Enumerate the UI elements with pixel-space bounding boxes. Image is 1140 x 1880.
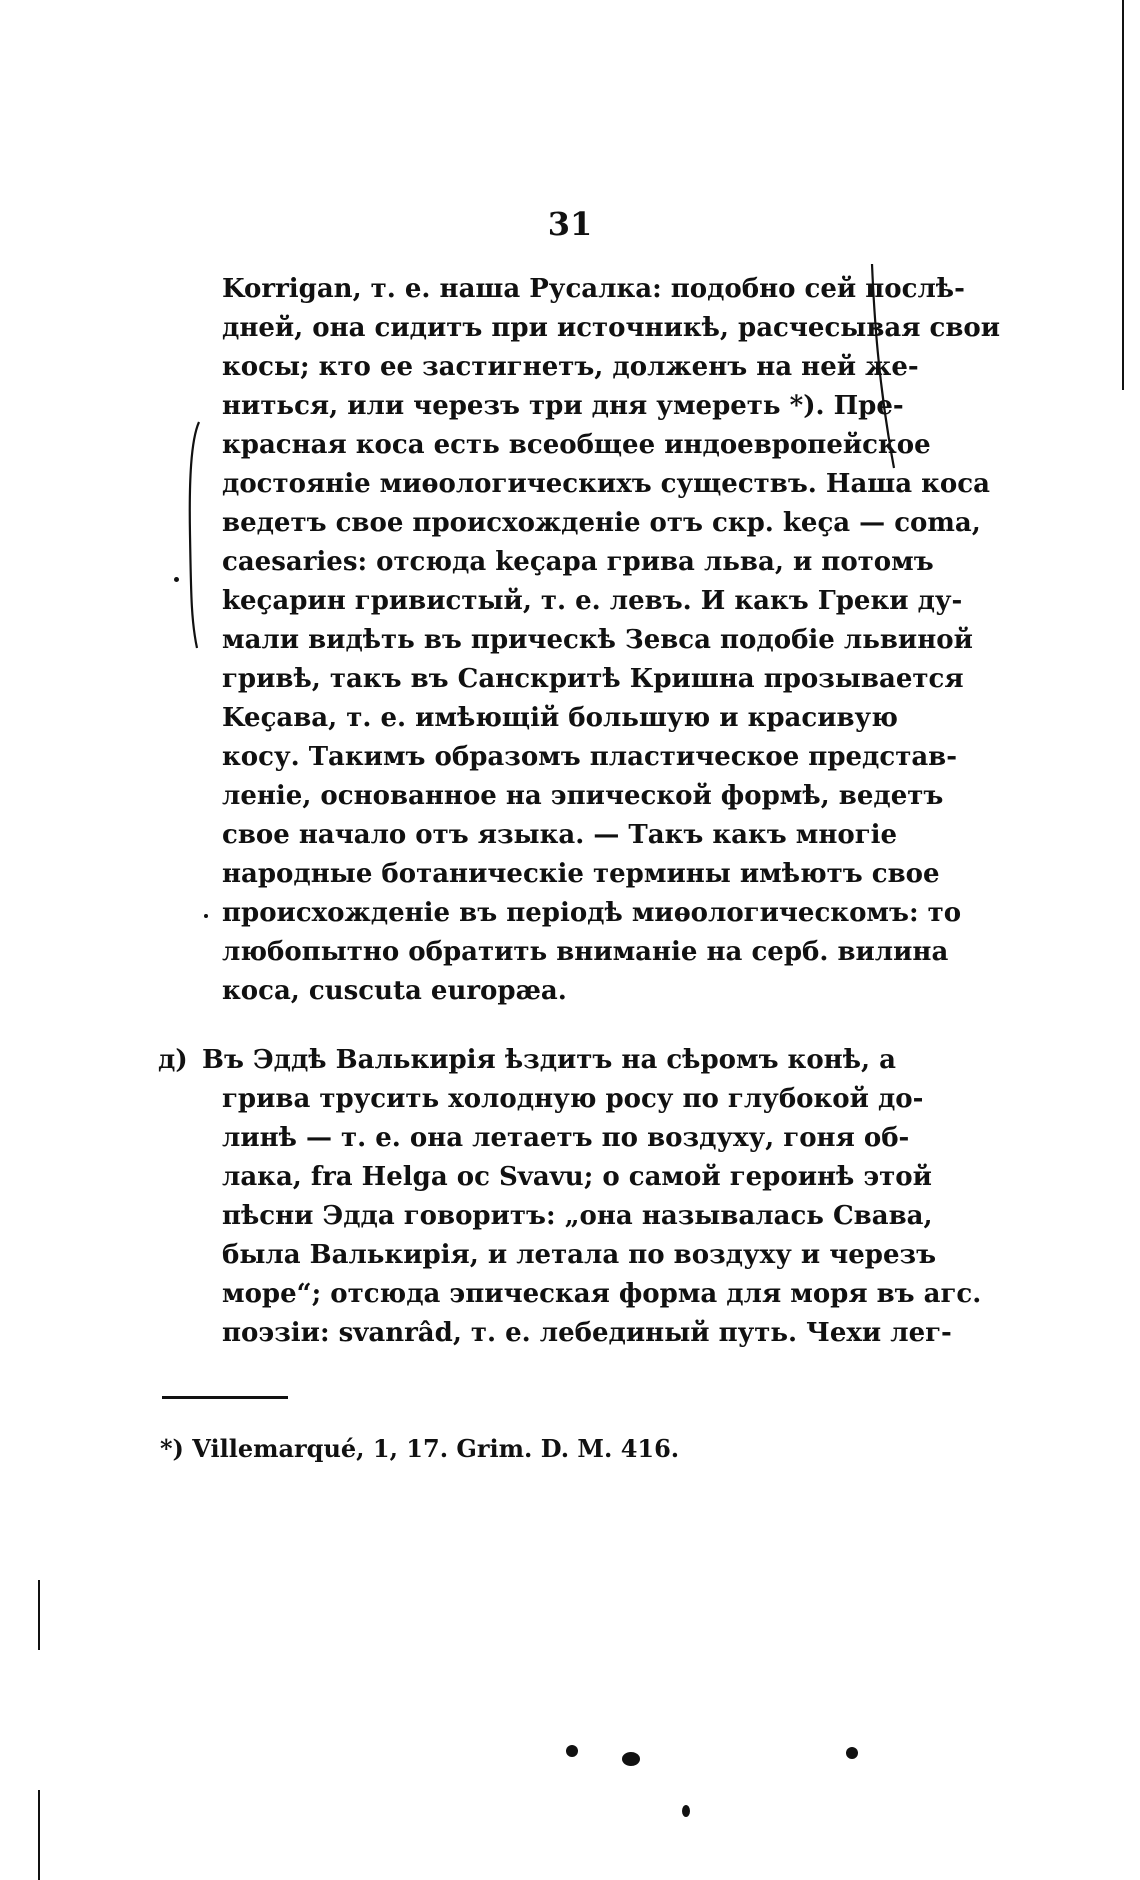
ink-speck xyxy=(174,577,179,582)
ink-speck xyxy=(682,1805,690,1817)
paragraph-line: ведетъ свое происхожденіе отъ скр. keçа — coma, xyxy=(222,508,981,538)
paragraph-line: косы; кто ее застигнетъ, долженъ на ней же- xyxy=(222,352,919,382)
item-d-label: д) xyxy=(158,1045,188,1075)
paragraph-line: достояніе миѳологическихъ существъ. Наша коса xyxy=(222,469,990,499)
paragraph-line: народные ботаническіе термины имѣютъ свое xyxy=(222,859,940,889)
paragraph-line: коса, cuscuta europæa. xyxy=(222,976,567,1006)
item-d-line: грива трусить холодную росу по глубокой до- xyxy=(222,1084,924,1114)
paragraph-line: свое начало отъ языка. — Такъ какъ многіе xyxy=(222,820,898,850)
ink-speck xyxy=(566,1745,578,1757)
paragraph-line: гривѣ, такъ въ Санскритѣ Кришна прозывается xyxy=(222,664,964,694)
paragraph-line: любопытно обратить вниманіе на серб. вилина xyxy=(222,937,949,967)
ink-speck xyxy=(846,1747,858,1759)
item-d-line: линѣ — т. е. она летаетъ по воздуху, гоня об- xyxy=(222,1123,910,1153)
item-d-line: поэзіи: svanrâd, т. е. лебединый путь. Чехи лег- xyxy=(222,1318,952,1348)
page-number: 31 xyxy=(547,205,593,243)
paragraph-line: ниться, или черезъ три дня умереть *). Пре- xyxy=(222,391,904,421)
item-d-line: море“; отсюда эпическая форма для моря въ агс. xyxy=(222,1279,982,1309)
item-d-line: была Валькирія, и летала по воздуху и черезъ xyxy=(222,1240,937,1270)
paragraph-line: мали видѣть въ прическѣ Зевса подобіе львиной xyxy=(222,625,973,655)
item-d-line: Въ Эддѣ Валькирія ѣздитъ на сѣромъ конѣ, а xyxy=(202,1045,896,1075)
item-d-line: пѣсни Эдда говоритъ: „она называлась Свава, xyxy=(222,1201,933,1231)
paragraph-line: keçарин гривистый, т. е. левъ. И какъ Греки ду- xyxy=(222,586,963,616)
paragraph-line: происхожденіе въ періодѣ миѳологическомъ: то xyxy=(222,898,962,928)
footnote: *) Villemarqué, 1, 17. Grim. D. M. 416. xyxy=(160,1434,680,1463)
paragraph-line: дней, она сидитъ при источникѣ, расчесывая свои xyxy=(222,313,1001,343)
margin-bracket-left xyxy=(185,420,205,650)
paragraph-line: Keçава, т. е. имѣющій большую и красивую xyxy=(222,703,898,733)
ink-speck xyxy=(622,1752,640,1766)
ink-speck xyxy=(204,914,208,918)
item-d-line: лака, fra Helga oc Svavu; о самой героинѣ этой xyxy=(222,1162,932,1192)
paragraph-line: косу. Такимъ образомъ пластическое представ- xyxy=(222,742,958,772)
footnote-separator xyxy=(162,1396,288,1399)
left-edge-mark xyxy=(36,1580,42,1880)
right-edge-line xyxy=(1122,0,1124,390)
paragraph-line: красная коса есть всеобщее индоевропейское xyxy=(222,430,931,460)
margin-bracket-right xyxy=(868,262,898,472)
paragraph-line: леніе, основанное на эпической формѣ, ведетъ xyxy=(222,781,944,811)
paragraph-line: Korrigan, т. е. наша Русалка: подобно сей послѣ- xyxy=(222,274,965,304)
paragraph-line: caesaries: отсюда keçара грива льва, и потомъ xyxy=(222,547,934,577)
